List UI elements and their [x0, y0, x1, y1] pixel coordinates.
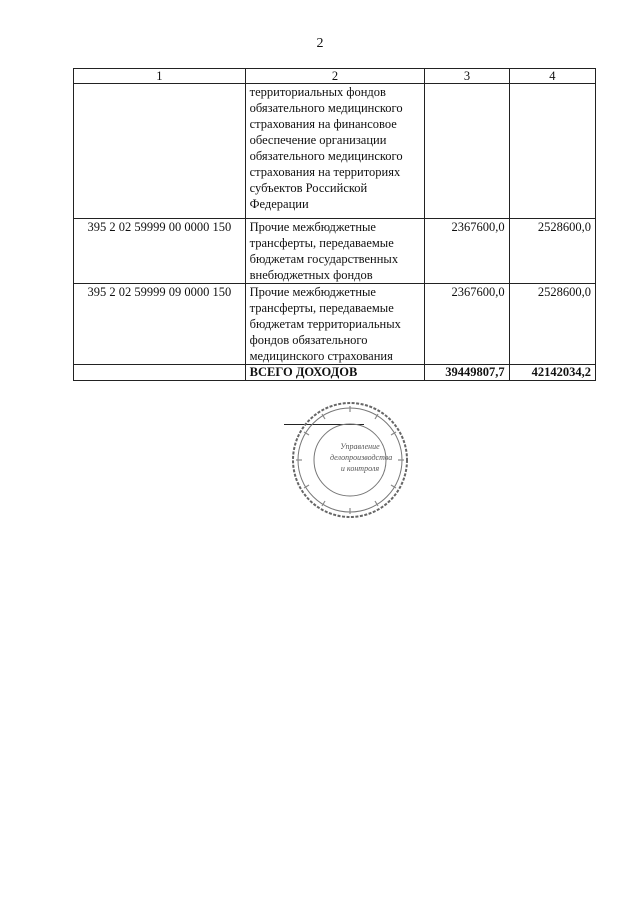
amount-col3-cell	[425, 84, 509, 219]
table-row	[74, 284, 596, 365]
amount-col4-cell	[509, 84, 595, 219]
budget-code-cell: 395 2 02 59999 00 0000 150	[74, 219, 246, 284]
page-number: 2	[316, 36, 324, 51]
description-cell: Прочие межбюджетные трансферты, передаваемые бюджетам территориальных фондов обязательного медицинского страхования	[245, 284, 425, 365]
stamp-inner-text: Управление делопроизводства и контроля	[330, 442, 393, 473]
header-col-3: 3	[425, 69, 509, 84]
table-header-row	[74, 69, 596, 84]
amount-col4-cell: 2528600,0	[509, 284, 595, 365]
budget-code-cell	[74, 84, 246, 219]
amount-col3-cell: 2367600,0	[425, 219, 509, 284]
header-col-1: 1	[74, 69, 246, 84]
header-col-4: 4	[509, 69, 595, 84]
header-col-2: 2	[245, 69, 425, 84]
table-row	[74, 84, 596, 219]
total-empty-cell	[74, 365, 246, 381]
description-cell: Прочие межбюджетные трансферты, передаваемые бюджетам государственных внебюджетных фондов	[245, 219, 425, 284]
budget-code-cell: 395 2 02 59999 09 0000 150	[74, 284, 246, 365]
table-row	[74, 219, 596, 284]
amount-col3-cell: 2367600,0	[425, 284, 509, 365]
description-cell: территориальных фондов обязательного медицинского страхования на финансовое обеспечение организации обязательного медицинского страхования на территориях субъектов Российской Федерации	[245, 84, 425, 219]
total-row	[74, 365, 596, 381]
total-col4: 42142034,2	[509, 365, 595, 381]
total-col3: 39449807,7	[425, 365, 509, 381]
total-label: ВСЕГО ДОХОДОВ	[245, 365, 425, 381]
revenue-table	[73, 68, 596, 381]
amount-col4-cell: 2528600,0	[509, 219, 595, 284]
